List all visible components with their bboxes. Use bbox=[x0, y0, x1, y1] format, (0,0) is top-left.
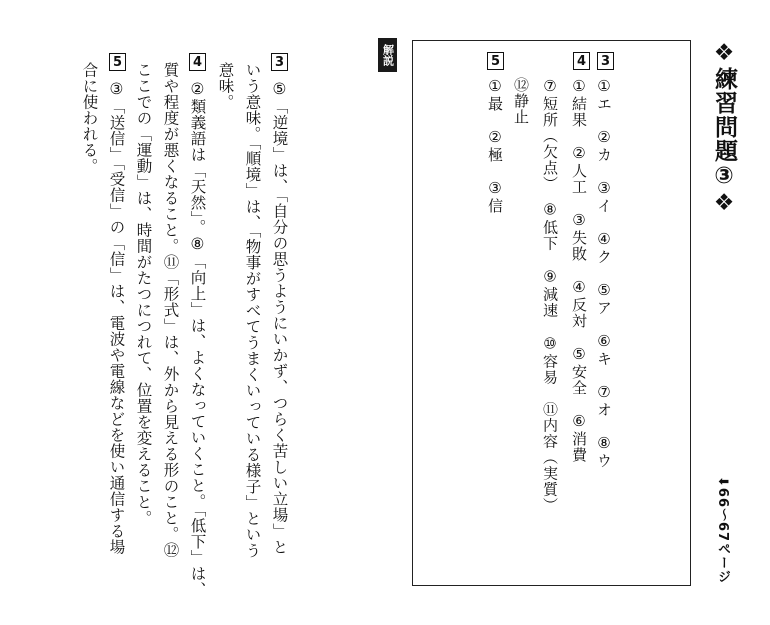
answer-section-5-number: 5 bbox=[487, 52, 504, 70]
explanation-badge: 解説 bbox=[378, 38, 397, 72]
answer-section-4-line: ⑦短所（欠点） ⑧低下 ⑨減速 ⑩容易 ⑪内容（実質） bbox=[541, 77, 559, 514]
explanation-section-3-line: ⑤「逆境」は、「自分の思うようにいかず、つらく苦しい立場」と bbox=[270, 80, 289, 555]
page-title: ❖練習問題③❖ bbox=[711, 40, 737, 217]
explanation-section-3-number: 3 bbox=[271, 53, 288, 71]
explanation-section-3-line: いう意味。「順境」は、「物事がすべてうまくいっている様子」という bbox=[243, 62, 262, 559]
answer-section-3-text: ①エ ②カ ③イ ④ク ⑤ア ⑥キ ⑦オ ⑧ウ bbox=[595, 77, 613, 469]
explanation-section-5-line: ③「送信」「受信」の「信」は、電波や電線などを使い通信する場 bbox=[107, 80, 126, 555]
explanation-section-4-line: ここでの「運動」は、時間がたつにつれて、位置を変えること。 bbox=[134, 62, 153, 526]
answer-section-5-text: ①最 ②極 ③信 bbox=[486, 77, 504, 214]
answer-section-4-line: ①結果 ②人工 ③失敗 ④反対 ⑤安全 ⑥消費 bbox=[570, 77, 588, 463]
explanation-section-5-line: 合に使われる。 bbox=[80, 62, 99, 174]
explanation-section-3-line: 意味。 bbox=[216, 62, 235, 110]
explanation-section-4-line: ②類義語は「天然」。⑧「向上」は、よくなっていくこと。「低下」は、 bbox=[188, 80, 207, 598]
explanation-section-4-line: 質や程度が悪くなること。⑪「形式」は、外から見える形のこと。⑫ bbox=[161, 62, 180, 558]
page-reference: ⬇66〜67ページ bbox=[715, 476, 730, 585]
answer-section-4-line: ⑫静止 bbox=[512, 77, 530, 125]
answer-section-3-number: 3 bbox=[597, 52, 614, 70]
explanation-section-4-number: 4 bbox=[189, 53, 206, 71]
answer-section-4-number: 4 bbox=[573, 52, 590, 70]
explanation-section-5-number: 5 bbox=[109, 53, 126, 71]
answer-box bbox=[412, 40, 691, 586]
